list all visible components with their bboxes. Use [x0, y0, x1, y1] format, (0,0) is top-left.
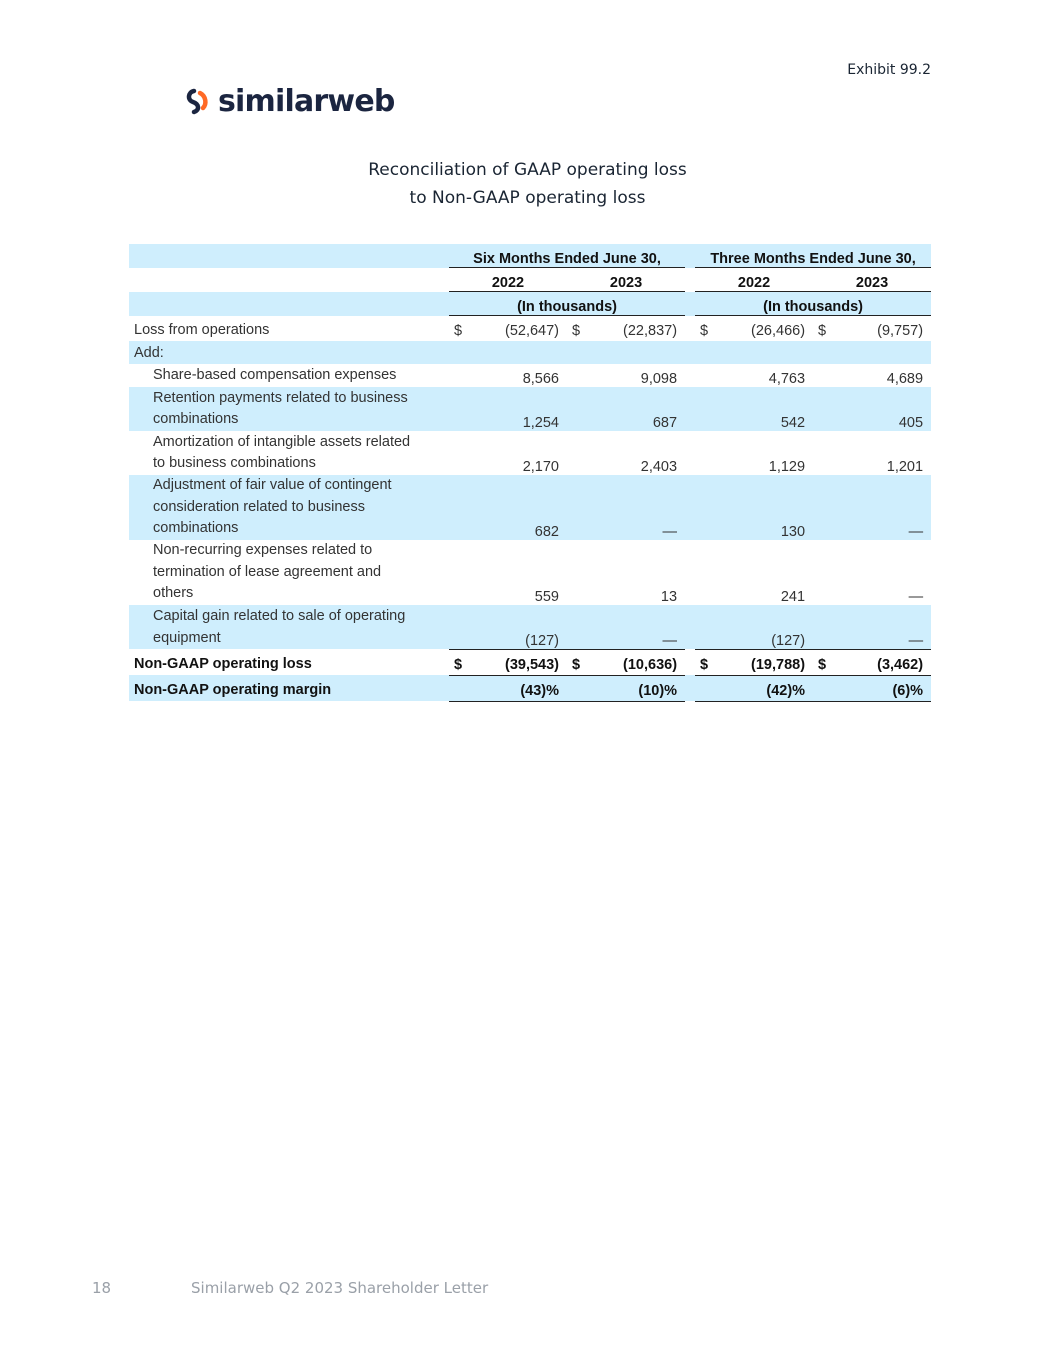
cell-value: (9,757) — [877, 323, 924, 339]
row-label — [129, 540, 449, 605]
header-period-row — [129, 244, 931, 268]
cell-value: 559 — [534, 588, 559, 605]
page-number: 18 — [92, 1279, 112, 1297]
cell-value: 241 — [780, 588, 806, 605]
row-label: Non-GAAP operating loss — [134, 655, 312, 672]
currency-symbol: $ — [695, 649, 719, 675]
cell-value: — — [837, 475, 931, 540]
currency-symbol: $ — [700, 323, 709, 339]
row-label-line: Retention payments related to business — [153, 389, 408, 406]
table-row — [129, 341, 931, 364]
row-label — [129, 605, 449, 650]
cell-value: (42)% — [719, 675, 813, 701]
company-logo — [186, 84, 395, 119]
units-header: (In thousands) — [449, 292, 685, 316]
row-label-line: others — [153, 585, 194, 601]
title-line-2: to Non-GAAP operating loss — [409, 188, 646, 208]
cell-value: (22,837) — [623, 323, 678, 339]
currency-symbol: $ — [449, 649, 473, 675]
cell-value: 682 — [473, 475, 567, 540]
row-label — [129, 387, 449, 431]
cell-value: (6)% — [837, 675, 931, 701]
cell-value: 687 — [591, 387, 685, 431]
cell-value: 4,763 — [768, 370, 806, 387]
currency-symbol: $ — [818, 323, 827, 339]
cell-value: (26,466) — [751, 323, 806, 339]
year-header: 2022 — [449, 268, 567, 292]
row-label-line: to business combinations — [153, 455, 316, 471]
header-year-row — [129, 268, 931, 292]
footer-text: Similarweb Q2 2023 Shareholder Letter — [191, 1279, 489, 1297]
row-label-line: combinations — [153, 411, 239, 427]
logo-wordmark: similarweb — [218, 84, 395, 119]
row-label-line: Non-recurring expenses related to — [153, 542, 373, 558]
header-units-row — [129, 292, 931, 316]
three-months-header: Three Months Ended June 30, — [695, 244, 931, 268]
currency-symbol: $ — [813, 649, 837, 675]
cell-value: 130 — [719, 475, 813, 540]
currency-symbol: $ — [567, 649, 591, 675]
row-label-line: Adjustment of fair value of contingent — [153, 477, 392, 493]
year-header: 2023 — [813, 268, 931, 292]
table-row — [129, 387, 931, 431]
row-label-line: equipment — [153, 629, 221, 646]
row-label — [129, 475, 449, 540]
year-header: 2022 — [695, 268, 813, 292]
cell-value: 2,403 — [640, 458, 678, 475]
cell-value: 1,254 — [473, 387, 567, 431]
table-row — [129, 605, 931, 650]
table-row — [129, 475, 931, 540]
cell-value: 1,201 — [886, 458, 924, 475]
table-row — [129, 364, 931, 387]
currency-symbol: $ — [454, 323, 463, 339]
cell-value: (127) — [719, 605, 813, 650]
cell-value: (52,647) — [504, 323, 559, 339]
cell-value: 405 — [837, 387, 931, 431]
cell-value: (39,543) — [473, 649, 567, 675]
table-row — [129, 431, 931, 475]
cell-value: (10,636) — [591, 649, 685, 675]
cell-value: 4,689 — [886, 370, 924, 387]
year-header: 2023 — [567, 268, 685, 292]
table-row — [129, 649, 931, 675]
row-label-line: combinations — [153, 520, 239, 536]
row-label — [129, 431, 449, 475]
cell-value: — — [591, 475, 685, 540]
cell-value: 542 — [719, 387, 813, 431]
similarweb-logo-icon — [186, 88, 212, 116]
row-label: Non-GAAP operating margin — [129, 675, 449, 701]
cell-value: 2,170 — [522, 458, 559, 475]
row-label-line: termination of lease agreement and — [153, 563, 382, 580]
cell-value: — — [908, 588, 924, 605]
cell-value: (127) — [473, 605, 567, 650]
table-row — [129, 540, 931, 605]
reconciliation-table — [129, 244, 931, 702]
currency-symbol: $ — [572, 323, 581, 339]
cell-value: 8,566 — [522, 370, 559, 387]
cell-value: (43)% — [473, 675, 567, 701]
exhibit-label: Exhibit 99.2 — [847, 62, 931, 78]
table-row — [129, 316, 931, 342]
cell-value: — — [591, 605, 685, 650]
table-row — [129, 675, 931, 701]
row-label-line: consideration related to business — [153, 498, 365, 515]
cell-value: — — [837, 605, 931, 650]
units-header: (In thousands) — [695, 292, 931, 316]
row-label: Share-based compensation expenses — [153, 367, 397, 383]
row-label: Loss from operations — [134, 321, 270, 338]
cell-value: 1,129 — [768, 458, 806, 475]
cell-value: 9,098 — [640, 370, 678, 387]
cell-value: 13 — [660, 588, 678, 605]
row-label-line: Amortization of intangible assets related — [153, 433, 411, 450]
cell-value: (10)% — [591, 675, 685, 701]
row-label: Add: — [129, 341, 449, 364]
six-months-header: Six Months Ended June 30, — [449, 244, 685, 268]
title-line-1: Reconciliation of GAAP operating loss — [368, 160, 687, 180]
page-title — [0, 156, 1055, 212]
cell-value: (19,788) — [719, 649, 813, 675]
cell-value: (3,462) — [837, 649, 931, 675]
row-label-line: Capital gain related to sale of operating — [153, 608, 406, 624]
